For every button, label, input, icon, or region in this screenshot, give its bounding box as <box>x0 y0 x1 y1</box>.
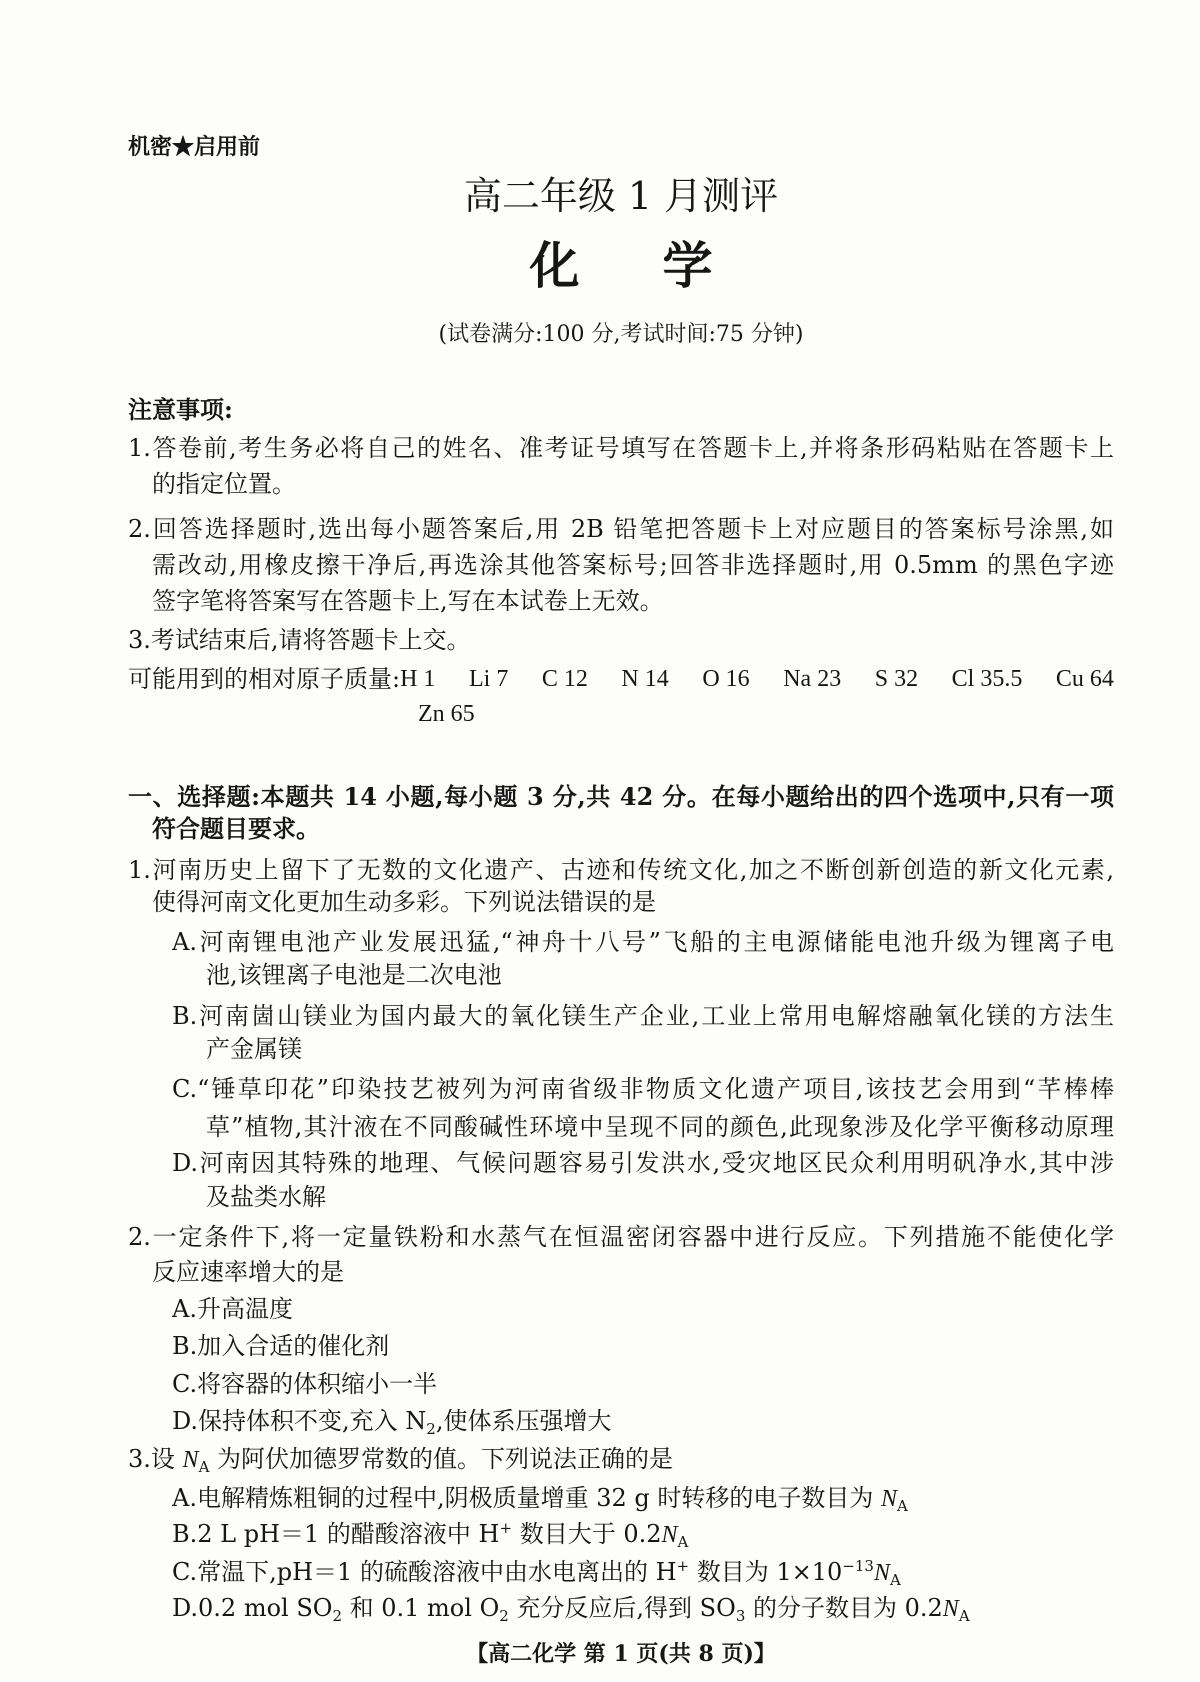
subscript: 2 <box>499 1607 509 1625</box>
notice-number: 2. <box>128 515 151 543</box>
notice-line: 需改动,用橡皮擦干净后,再选涂其他答案标号;回答非选择题时,用 0.5mm 的黑色字迹 <box>152 551 1114 579</box>
option-text: 将容器的体积缩小一半 <box>197 1370 438 1398</box>
confidential-label: 机密★启用前 <box>128 134 261 160</box>
question-stem-line: 使得河南文化更加生动多彩。下列说法错误的是 <box>152 888 656 916</box>
option-line <box>172 1554 1114 1590</box>
notice-text: 答卷前,考生务必将自己的姓名、准考证号填写在答题卡上,并将条形码粘贴在答题卡上 <box>150 434 1114 462</box>
exam-title: 高二年级 1 月测评 <box>463 174 779 218</box>
option-text: 电解精炼粗铜的过程中,阴极质量增重 32 g 时转移的电子数目为 <box>196 1484 882 1512</box>
question-stem-line: 反应速率增大的是 <box>152 1258 344 1286</box>
option-line <box>172 924 1114 960</box>
option-text: 升高温度 <box>196 1295 293 1323</box>
option-line <box>172 1480 1114 1516</box>
atomic-mass-item: N 14 <box>621 666 669 692</box>
question-stem-line <box>128 852 1114 888</box>
atomic-mass-item: Cu 64 <box>1055 666 1114 692</box>
atomic-mass-list <box>400 661 1114 697</box>
option-line <box>172 1590 1114 1626</box>
option-line <box>172 1328 1114 1364</box>
question-number: 3. <box>128 1445 151 1473</box>
question-stem-text: 一定条件下,将一定量铁粉和水蒸气在恒温密闭容器中进行反应。下列措施不能使化学 <box>150 1223 1114 1251</box>
notice-text: 考试结束后,请将答题卡上交。 <box>150 626 471 654</box>
avogadro-symbol: N <box>942 1596 959 1622</box>
question-stem-line <box>128 1219 1114 1255</box>
subscript: A <box>677 1533 689 1551</box>
notice-heading: 注意事项: <box>128 395 233 424</box>
avogadro-symbol: N <box>881 1486 898 1512</box>
atomic-mass-item: C 12 <box>541 666 588 692</box>
option-text: ,使体系压强增大 <box>435 1407 612 1435</box>
option-text: 常温下,pH＝1 的硫酸溶液中由水电离出的 H <box>197 1558 677 1586</box>
superscript: −13 <box>842 1557 874 1575</box>
option-text: 保持体积不变,充入 N <box>198 1407 427 1435</box>
option-text: 加入合适的催化剂 <box>197 1332 390 1360</box>
notice-line <box>128 511 1114 547</box>
notice-line: 签字笔将答案写在答题卡上,写在本试卷上无效。 <box>152 587 664 615</box>
option-label: C. <box>172 1075 198 1103</box>
option-label: B. <box>172 1002 198 1030</box>
option-text: 充分反应后,得到 SO <box>508 1594 736 1622</box>
option-line <box>172 1366 1114 1402</box>
superscript: + <box>499 1519 513 1537</box>
option-label: D. <box>172 1407 199 1435</box>
notice-text: 回答选择题时,选出每小题答案后,用 2B 铅笔把答题卡上对应题目的答案标号涂黑,如 <box>150 515 1114 543</box>
atomic-mass-item: S 32 <box>874 666 919 692</box>
subscript: A <box>958 1607 970 1625</box>
superscript: + <box>676 1557 690 1575</box>
option-label: B. <box>172 1332 198 1360</box>
avogadro-symbol: N <box>661 1522 678 1548</box>
atomic-mass-line <box>128 661 1114 697</box>
exam-info: (试卷满分:100 分,考试时间:75 分钟) <box>438 322 804 347</box>
page-footer: 【高二化学 第 1 页(共 8 页)】 <box>466 1641 776 1667</box>
question-stem-line <box>128 1441 1114 1477</box>
option-text: “锤草印花”印染技艺被列为河南省级非物质文化遗产项目,该技艺会用到“芊棒棒 <box>197 1075 1114 1103</box>
subscript: 2 <box>332 1607 342 1625</box>
atomic-mass-item: H 1 <box>400 666 436 692</box>
notice-number: 1. <box>128 434 151 462</box>
option-label: D. <box>172 1149 199 1177</box>
option-line: 池,该锂离子电池是二次电池 <box>206 961 502 989</box>
option-line <box>172 1071 1114 1107</box>
subscript: 2 <box>426 1420 436 1438</box>
question-stem-text: 设 <box>150 1445 183 1473</box>
subject-text: 化学 <box>529 236 796 295</box>
notice-number: 3. <box>128 626 151 654</box>
subscript: A <box>889 1571 901 1589</box>
atomic-mass-item: Cl 35.5 <box>951 666 1023 692</box>
atomic-mass-item: Zn 65 <box>418 701 475 727</box>
option-line <box>172 1291 1114 1327</box>
notice-line <box>128 430 1114 466</box>
section-heading-line: 符合题目要求。 <box>152 814 320 843</box>
option-line: 及盐类水解 <box>206 1183 326 1211</box>
option-label: C. <box>172 1558 198 1586</box>
option-line: 产金属镁 <box>206 1035 302 1063</box>
option-text: 和 0.1 mol O <box>342 1594 500 1622</box>
question-stem-text: 为阿伏加德罗常数的值。下列说法正确的是 <box>209 1445 674 1473</box>
notice-line: 的指定位置。 <box>152 470 296 498</box>
atomic-mass-item: Li 7 <box>468 666 509 692</box>
subscript: A <box>897 1497 908 1515</box>
section-heading: 一、选择题:本题共 14 小题,每小题 3 分,共 42 分。在每小题给出的四个选项中,只有一项 <box>128 782 1114 811</box>
atomic-mass-label: 可能用到的相对原子质量: <box>128 665 401 693</box>
question-number: 2. <box>128 1223 151 1251</box>
avogadro-symbol: N <box>182 1447 199 1473</box>
subscript: A <box>198 1458 210 1476</box>
atomic-mass-item: Na 23 <box>783 666 842 692</box>
option-text: 河南崮山镁业为国内最大的氧化镁生产企业,工业上常用电解熔融氧化镁的方法生 <box>197 1002 1114 1030</box>
option-label: A. <box>172 928 197 956</box>
option-text: 0.2 mol SO <box>198 1594 333 1622</box>
option-label: A. <box>172 1295 197 1323</box>
option-text: 河南锂电池产业发展迅猛,“神舟十八号”飞船的主电源储能电池升级为锂离子电 <box>196 928 1114 956</box>
option-label: A. <box>172 1484 197 1512</box>
option-line <box>172 998 1114 1034</box>
option-label: D. <box>172 1594 199 1622</box>
option-label: C. <box>172 1370 198 1398</box>
subject-title <box>128 236 1114 296</box>
atomic-mass-item: O 16 <box>702 666 750 692</box>
option-text: 2 L pH＝1 的醋酸溶液中 H <box>197 1520 500 1548</box>
question-stem-text: 河南历史上留下了无数的文化遗产、古迹和传统文化,加之不断创新创造的新文化元素, <box>150 856 1114 884</box>
notice-line <box>128 622 1114 658</box>
option-text: 数目大于 0.2 <box>512 1520 662 1548</box>
option-label: B. <box>172 1520 198 1548</box>
option-line <box>172 1145 1114 1181</box>
option-line <box>172 1516 1114 1552</box>
question-number: 1. <box>128 856 151 884</box>
option-line <box>172 1403 1114 1439</box>
subscript: 3 <box>735 1607 746 1625</box>
option-text: 的分子数目为 0.2 <box>745 1594 943 1622</box>
option-text: 数目为 1×10 <box>689 1558 843 1586</box>
option-text: 河南因其特殊的地理、气候问题容易引发洪水,受灾地区民众利用明矾净水,其中涉 <box>198 1149 1114 1177</box>
option-line: 草”植物,其汁液在不同酸碱性环境中呈现不同的颜色,此现象涉及化学平衡移动原理 <box>206 1113 1114 1141</box>
avogadro-symbol: N <box>873 1560 890 1586</box>
